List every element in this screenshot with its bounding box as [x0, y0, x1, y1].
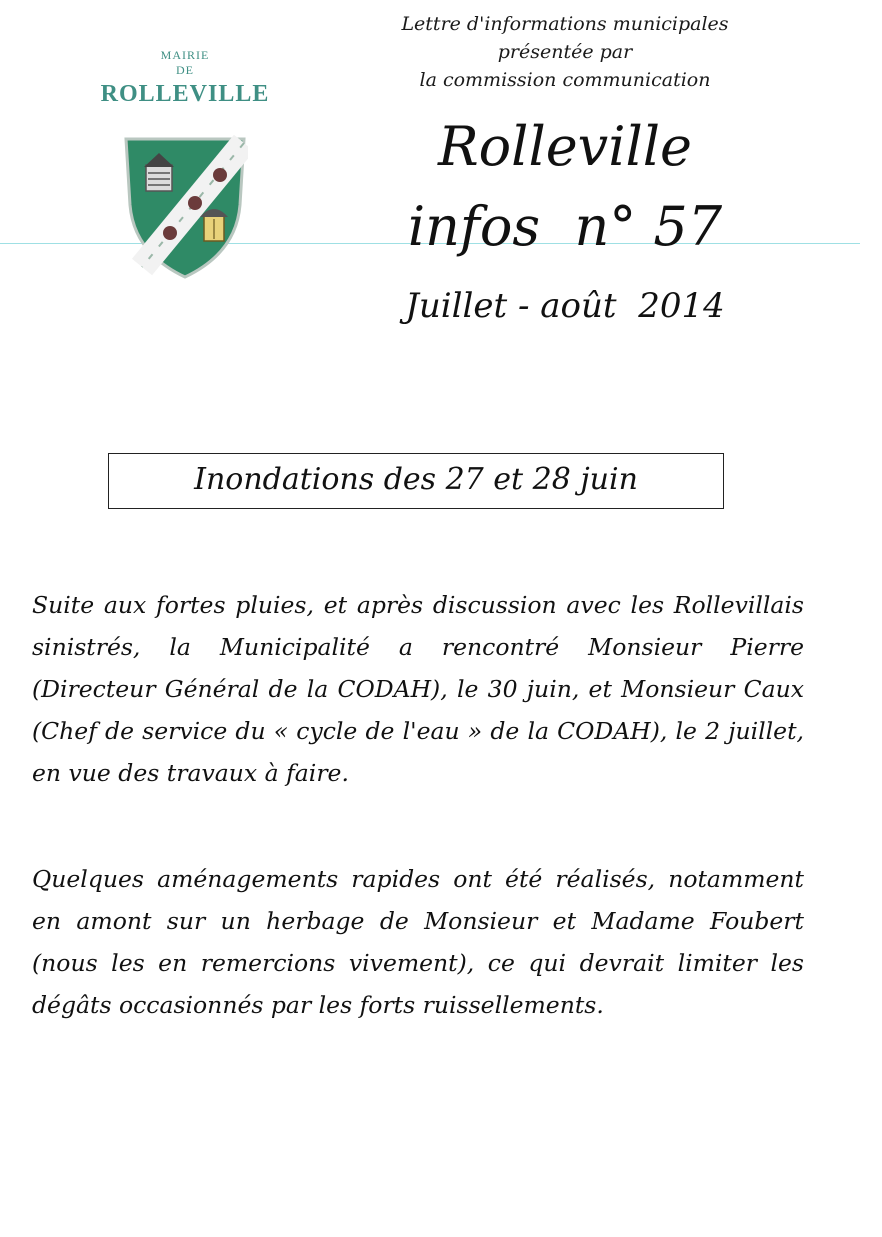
issue-date: Juillet - août 2014 [405, 286, 725, 326]
intro-line-2: présentée par [497, 41, 633, 63]
intro-line-3: la commission communication [419, 69, 711, 91]
logo-mairie-text: MAIRIE [160, 48, 210, 62]
article-paragraph-1: Suite aux fortes pluies, et après discussion avec les Rollevillais sinistrés, la Municipalité a rencontré Monsieur Pierre (Directeur Général de la CODAH), le 30 juin, et Monsieur Caux (Chef de service du « cycle de l'eau » de la CODAH), le 2 juillet, en vue des travaux à faire. [32, 591, 804, 787]
coat-of-arms-icon [122, 135, 248, 281]
logo-de-text: DE [176, 63, 194, 77]
newsletter-intro [360, 10, 770, 94]
logo-town-name: ROLLEVILLE [100, 81, 270, 107]
municipal-logo [70, 48, 300, 108]
article-heading: Inondations des 27 et 28 juin [108, 453, 724, 509]
article-paragraph-2: Quelques aménagements rapides ont été réalisés, notamment en amont sur un herbage de Monsieur et Madame Foubert (nous les en remercions vivement), ce qui devrait limiter les dégâts occasionnés par les forts ruissellements. [32, 865, 804, 1019]
intro-line-1: Lettre d'informations municipales [401, 13, 729, 35]
newsletter-title: Rolleville [438, 115, 692, 178]
issue-number: infos n° 57 [407, 195, 723, 258]
